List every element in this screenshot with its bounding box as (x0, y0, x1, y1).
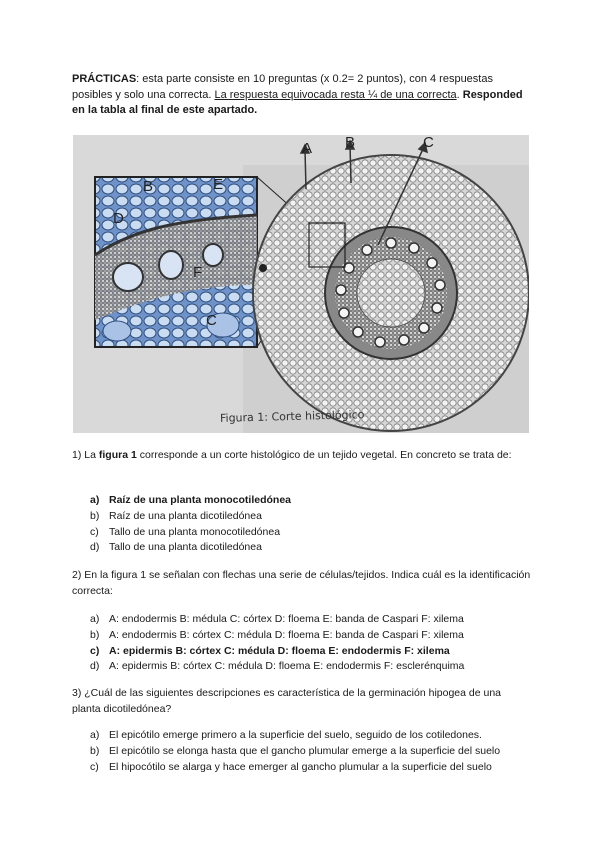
question-2-text: En la figura 1 se señalan con flechas una serie de células/tejidos. Indica cuál es la identificación correcta: (72, 569, 531, 597)
instructions-answer-note: Responded en la tabla al final de este apartado. (72, 88, 523, 116)
option-letter: c) (90, 644, 100, 657)
question-1-option-d (90, 540, 540, 556)
question-2 (72, 568, 532, 599)
question-3-option-a (90, 728, 540, 744)
question-1-number: 1) (72, 449, 82, 461)
label-a: A (302, 140, 313, 157)
question-1-pre: La (84, 449, 99, 461)
question-1-option-c (90, 525, 540, 541)
question-3-text: ¿Cuál de las siguientes descripciones es característica de la germinación hipogea de una planta dicotiledónea? (72, 687, 502, 715)
question-1 (72, 448, 532, 464)
detail-panel (95, 177, 257, 347)
question-3-option-b (90, 744, 540, 760)
question-1-option-a (90, 493, 540, 509)
histology-figure (73, 135, 529, 433)
option-letter: d) (90, 541, 100, 554)
label-c-detail: C (206, 312, 217, 329)
option-letter: a) (90, 494, 100, 506)
cross-section (253, 155, 529, 431)
label-f: F (193, 264, 203, 281)
question-2-options (90, 612, 540, 675)
question-2-option-d (90, 659, 540, 675)
instructions-lead: PRÁCTICAS (72, 73, 137, 85)
question-2-option-b (90, 628, 540, 644)
label-b-detail: B (143, 178, 154, 195)
instructions-paragraph (72, 72, 532, 119)
option-letter: a) (90, 613, 100, 625)
question-2-option-c (90, 644, 540, 660)
option-letter: b) (90, 628, 100, 641)
option-text: Tallo de una planta monocotiledónea (109, 525, 281, 538)
option-text: A: endodermis B: córtex C: médula D: floema E: banda de Caspari F: xilema (109, 628, 464, 641)
label-b: B (345, 135, 356, 151)
option-text: El hipocótilo se alarga y hace emerger al gancho plumular a la superficie del suelo (109, 760, 492, 773)
option-text: A: epidermis B: córtex C: médula D: floema E: endodermis F: xilema (109, 644, 450, 657)
figure-caption: Figura 1: Corte histológico (219, 408, 365, 425)
question-3-option-c (90, 760, 540, 776)
question-1-bold: figura 1 (98, 449, 137, 461)
question-3-options (90, 728, 540, 775)
label-c: C (423, 135, 434, 151)
option-text: A: endodermis B: médula C: córtex D: floema E: banda de Caspari F: xilema (109, 613, 464, 625)
option-text: Raíz de una planta dicotiledónea (109, 509, 262, 522)
question-1-post: corresponde a un corte histológico de un tejido vegetal. En concreto se trata de: (136, 449, 512, 461)
instructions-text: : esta parte consiste en 10 preguntas (x 0.2= 2 puntos), con 4 respuestas posibles y solo una correcta. (72, 73, 493, 101)
option-letter: c) (90, 760, 99, 773)
histology-image (73, 135, 529, 433)
option-letter: a) (90, 729, 100, 741)
question-2-option-a (90, 612, 540, 628)
option-letter: b) (90, 744, 100, 757)
option-letter: d) (90, 660, 100, 673)
question-2-number: 2) (72, 569, 82, 581)
option-text: Raíz de una planta monocotiledónea (109, 494, 292, 506)
option-letter: b) (90, 509, 100, 522)
option-text: El epicótilo se elonga hasta que el gancho plumular emerge a la superficie del suelo (109, 744, 501, 757)
label-d: D (113, 210, 124, 227)
question-1-options (90, 493, 540, 556)
option-letter: c) (90, 525, 99, 538)
instructions-text-sep: . (456, 88, 463, 101)
question-1-option-b (90, 509, 540, 525)
option-text: A: epidermis B: córtex C: médula D: floema E: endodermis F: esclerénquima (109, 660, 465, 673)
option-text: Tallo de una planta dicotiledónea (109, 541, 262, 554)
option-text: El epicótilo emerge primero a la superficie del suelo, seguido de los cotiledones. (109, 729, 482, 741)
instructions-penalty: La respuesta equivocada resta ¼ de una correcta (214, 88, 457, 101)
question-3 (72, 686, 532, 717)
question-3-number: 3) (72, 687, 82, 699)
label-e: E (213, 176, 224, 193)
